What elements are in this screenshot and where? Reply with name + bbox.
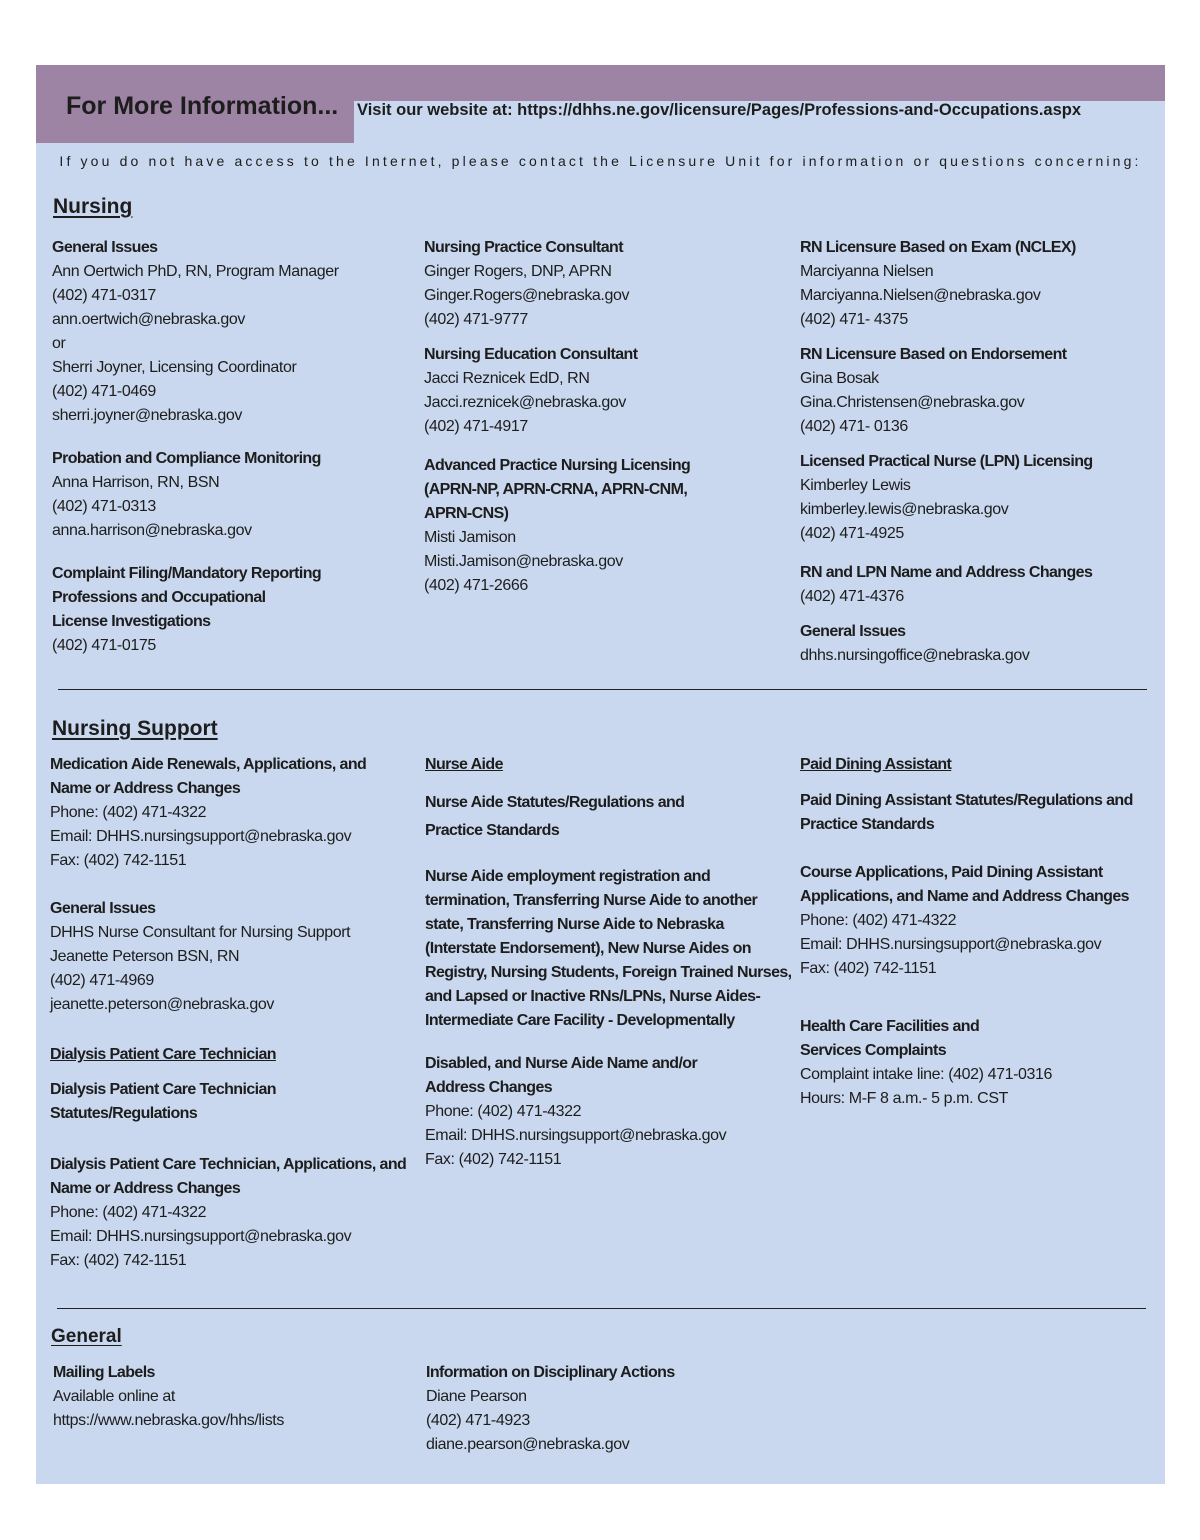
block-heading: Practice Standards: [425, 822, 560, 839]
block-text: and Lapsed or Inactive RNs/LPNs, Nurse Aides-: [425, 988, 761, 1005]
contact-block: [800, 343, 1093, 439]
subsection-dialysis: [50, 1043, 406, 1067]
block-heading: General Issues: [50, 900, 156, 917]
phone-number: (402) 471-4925: [800, 525, 904, 542]
block-heading: Complaint Filing/Mandatory Reporting: [52, 565, 322, 582]
contact-name: Diane Pearson: [426, 1388, 527, 1405]
email-link[interactable]: anna.harrison@nebraska.gov: [52, 522, 252, 539]
contact-block: [800, 236, 1093, 332]
email-link[interactable]: Email: DHHS.nursingsupport@nebraska.gov: [50, 828, 352, 845]
contact-block: [52, 562, 339, 658]
contact-block: [800, 861, 1133, 981]
subsection-title: Dialysis Patient Care Technician: [50, 1046, 276, 1063]
phone-number: Phone: (402) 471-4322: [50, 1204, 207, 1221]
block-heading: Paid Dining Assistant Statutes/Regulations and: [800, 792, 1133, 809]
email-link[interactable]: Misti.Jamison@nebraska.gov: [424, 553, 623, 570]
section-title-general: General: [51, 1326, 122, 1347]
contact-block: [425, 789, 792, 845]
divider: [58, 689, 1147, 690]
contact-block: [53, 1361, 284, 1433]
internet-notice: If you do not have access to the Internet, please contact the Licensure Unit for information or questions concerning:: [59, 153, 1142, 169]
general-column-1: [53, 1361, 284, 1433]
block-heading: RN and LPN Name and Address Changes: [800, 564, 1093, 581]
contact-name: Misti Jamison: [424, 529, 516, 546]
contact-name: Jacci Reznicek EdD, RN: [424, 370, 590, 387]
block-heading: Address Changes: [425, 1079, 553, 1096]
block-heading: Nursing Education Consultant: [424, 346, 638, 363]
email-link[interactable]: Email: DHHS.nursingsupport@nebraska.gov: [50, 1228, 352, 1245]
contact-name: Jeanette Peterson BSN, RN: [50, 948, 240, 965]
block-heading: Licensed Practical Nurse (LPN) Licensing: [800, 453, 1093, 470]
email-link[interactable]: Email: DHHS.nursingsupport@nebraska.gov: [425, 1127, 727, 1144]
block-heading: Dialysis Patient Care Technician, Applications, and: [50, 1156, 407, 1173]
block-heading: Course Applications, Paid Dining Assistant: [800, 864, 1103, 881]
contact-name: Gina Bosak: [800, 370, 879, 387]
contact-block: [800, 561, 1093, 609]
contact-block: [52, 236, 339, 428]
section-title-nursing: Nursing: [53, 195, 133, 218]
phone-number: (402) 471-4376: [800, 588, 904, 605]
email-link[interactable]: Email: DHHS.nursingsupport@nebraska.gov: [800, 936, 1102, 953]
phone-number: (402) 471-4923: [426, 1412, 530, 1429]
block-heading: Medication Aide Renewals, Applications, and: [50, 756, 367, 773]
email-link[interactable]: sherri.joyner@nebraska.gov: [52, 407, 242, 424]
contact-block: [800, 450, 1093, 546]
fax-number: Fax: (402) 742-1151: [50, 1252, 187, 1269]
phone-number: (402) 471- 4375: [800, 311, 908, 328]
contact-block: [50, 1078, 406, 1126]
contact-block: [800, 789, 1133, 837]
block-heading: License Investigations: [52, 613, 211, 630]
phone-number: (402) 471-2666: [424, 577, 528, 594]
contact-block: [424, 343, 690, 439]
block-heading: General Issues: [800, 623, 906, 640]
contact-name: Kimberley Lewis: [800, 477, 911, 494]
contact-name: Marciyanna Nielsen: [800, 263, 934, 280]
block-heading: RN Licensure Based on Endorsement: [800, 346, 1067, 363]
subsection-title: Nurse Aide: [425, 756, 503, 773]
block-text: Intermediate Care Facility - Developmentally: [425, 1012, 735, 1029]
block-text: Available online at: [53, 1388, 175, 1405]
block-heading: Nurse Aide Statutes/Regulations and: [425, 794, 685, 811]
block-heading: APRN-CNS): [424, 505, 509, 522]
block-heading: Disabled, and Nurse Aide Name and/or: [425, 1055, 698, 1072]
block-heading: General Issues: [52, 239, 158, 256]
office-hours: Hours: M-F 8 a.m.- 5 p.m. CST: [800, 1090, 1008, 1107]
nursing-column-2: [424, 236, 690, 598]
title-box: [36, 65, 354, 143]
subsection-nurse-aide: [425, 753, 792, 777]
email-link[interactable]: Gina.Christensen@nebraska.gov: [800, 394, 1025, 411]
block-text: state, Transferring Nurse Aide to Nebraska: [425, 916, 724, 933]
email-link[interactable]: Jacci.reznicek@nebraska.gov: [424, 394, 626, 411]
block-heading: (APRN-NP, APRN-CRNA, APRN-CNM,: [424, 481, 688, 498]
block-heading: Probation and Compliance Monitoring: [52, 450, 321, 467]
block-heading: Name or Address Changes: [50, 780, 241, 797]
nursing-column-1: [52, 236, 339, 658]
block-text: Registry, Nursing Students, Foreign Trained Nurses,: [425, 964, 792, 981]
contact-block: [426, 1361, 675, 1457]
block-heading: Name or Address Changes: [50, 1180, 241, 1197]
block-heading: Professions and Occupational: [52, 589, 266, 606]
contact-block: [424, 236, 690, 332]
email-link[interactable]: jeanette.peterson@nebraska.gov: [50, 996, 274, 1013]
fax-number: Fax: (402) 742-1151: [800, 960, 937, 977]
block-heading: Statutes/Regulations: [50, 1105, 198, 1122]
email-link[interactable]: ann.oertwich@nebraska.gov: [52, 311, 246, 328]
contact-block: [50, 897, 406, 1017]
contact-name: Sherri Joyner, Licensing Coordinator: [52, 359, 297, 376]
email-link[interactable]: Ginger.Rogers@nebraska.gov: [424, 287, 630, 304]
contact-name: Ginger Rogers, DNP, APRN: [424, 263, 612, 280]
divider: [57, 1308, 1146, 1309]
phone-number: (402) 471-0175: [52, 637, 156, 654]
phone-number: (402) 471- 0136: [800, 418, 908, 435]
contact-block: [50, 1153, 406, 1273]
contact-block: [52, 447, 339, 543]
email-link[interactable]: kimberley.lewis@nebraska.gov: [800, 501, 1009, 518]
phone-number: Complaint intake line: (402) 471-0316: [800, 1066, 1053, 1083]
phone-number: Phone: (402) 471-4322: [425, 1103, 582, 1120]
email-link[interactable]: dhhs.nursingoffice@nebraska.gov: [800, 647, 1030, 664]
block-heading: Dialysis Patient Care Technician: [50, 1081, 276, 1098]
contact-name: Anna Harrison, RN, BSN: [52, 474, 220, 491]
email-link[interactable]: Marciyanna.Nielsen@nebraska.gov: [800, 287, 1041, 304]
block-heading: Information on Disciplinary Actions: [426, 1364, 675, 1381]
block-heading: RN Licensure Based on Exam (NCLEX): [800, 239, 1076, 256]
contact-block: [425, 865, 792, 1033]
contact-block: [424, 454, 690, 598]
block-heading: Services Complaints: [800, 1042, 946, 1059]
subsection-paid-dining: [800, 753, 1133, 777]
fax-number: Fax: (402) 742-1151: [50, 852, 187, 869]
website-link[interactable]: Visit our website at: https://dhhs.ne.gov/licensure/Pages/Professions-and-Occupations.aspx: [357, 101, 1082, 119]
block-heading: Nursing Practice Consultant: [424, 239, 623, 256]
phone-number: (402) 471-9777: [424, 311, 528, 328]
phone-number: (402) 471-0313: [52, 498, 156, 515]
block-heading: Advanced Practice Nursing Licensing: [424, 457, 691, 474]
section-title-nursing-support: Nursing Support: [52, 717, 218, 740]
contact-block: [425, 1052, 792, 1172]
block-heading: Applications, and Name and Address Changes: [800, 888, 1129, 905]
subsection-title: Paid Dining Assistant: [800, 756, 952, 773]
phone-number: Phone: (402) 471-4322: [50, 804, 207, 821]
contact-name: Ann Oertwich PhD, RN, Program Manager: [52, 263, 339, 280]
support-column-2: [425, 753, 792, 1172]
or-text: or: [52, 335, 66, 352]
phone-number: (402) 471-0317: [52, 287, 156, 304]
support-column-3: [800, 753, 1133, 1111]
block-heading: Mailing Labels: [53, 1364, 155, 1381]
general-column-2: [426, 1361, 675, 1457]
phone-number: (402) 471-4917: [424, 418, 528, 435]
email-link[interactable]: diane.pearson@nebraska.gov: [426, 1436, 630, 1453]
block-heading: Health Care Facilities and: [800, 1018, 980, 1035]
nursing-column-3: [800, 236, 1093, 668]
page-title: For More Information...: [66, 92, 339, 120]
contact-block: [800, 620, 1093, 668]
contact-title: DHHS Nurse Consultant for Nursing Support: [50, 924, 351, 941]
phone-number: Phone: (402) 471-4322: [800, 912, 957, 929]
block-heading: Practice Standards: [800, 816, 935, 833]
phone-number: (402) 471-4969: [50, 972, 154, 989]
block-text: Nurse Aide employment registration and: [425, 868, 711, 885]
fax-number: Fax: (402) 742-1151: [425, 1151, 562, 1168]
support-column-1: [50, 753, 406, 1273]
contact-block: [800, 1015, 1133, 1111]
lists-link[interactable]: https://www.nebraska.gov/hhs/lists: [53, 1412, 284, 1429]
phone-number: (402) 471-0469: [52, 383, 156, 400]
block-text: termination, Transferring Nurse Aide to another: [425, 892, 758, 909]
contact-block: [50, 753, 406, 873]
block-text: (Interstate Endorsement), New Nurse Aides on: [425, 940, 751, 957]
